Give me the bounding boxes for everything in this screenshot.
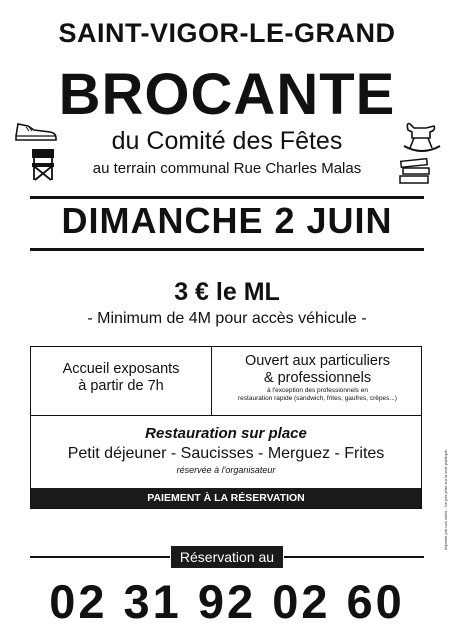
- price: 3 € le ML: [174, 278, 280, 306]
- director-chair-icon: [28, 146, 58, 182]
- event-location: au terrain communal Rue Charles Malas: [92, 160, 362, 177]
- food-title: Restauration sur place: [145, 425, 307, 442]
- book-stack-icon: [398, 158, 432, 186]
- side-legal-note: Imprimé par nos soins - Ne pas jeter sur la voie publique: [443, 450, 448, 551]
- divider-bottom: [30, 248, 424, 251]
- town-name: SAINT-VIGOR-LE-GRAND: [58, 18, 396, 48]
- welcome-line1: Accueil exposants: [62, 361, 180, 377]
- reservation-line-left: [30, 556, 170, 558]
- welcome-line2: à partir de 7h: [78, 378, 164, 394]
- event-date: DIMANCHE 2 JUIN: [61, 200, 393, 241]
- welcome-cell: [31, 361, 211, 395]
- open-note-line2: restauration rapide (sandwich, frites, gaufres, crêpes...): [238, 395, 397, 402]
- info-box: [30, 346, 422, 509]
- open-cell: [212, 353, 423, 403]
- divider-top: [30, 196, 424, 199]
- food-items: Petit déjeuner - Saucisses - Merguez - Frites: [67, 445, 385, 462]
- open-note-line1: à l'exception des professionnels en: [267, 387, 368, 394]
- event-title: BROCANTE: [58, 62, 396, 127]
- open-line2: & professionnels: [263, 370, 372, 386]
- food-cell: [31, 424, 421, 476]
- open-line1: Ouvert aux particuliers: [244, 353, 391, 369]
- reservation-line-right: [284, 556, 424, 558]
- box-divider-horizontal: [31, 415, 421, 416]
- minimum-requirement: - Minimum de 4M pour accès véhicule -: [87, 310, 367, 327]
- event-subtitle: du Comité des Fêtes: [111, 127, 343, 155]
- rocking-horse-icon: [402, 118, 442, 154]
- payment-banner: PAIEMENT À LA RÉSERVATION: [31, 488, 421, 508]
- reservation-label: Réservation au: [171, 546, 283, 568]
- sneaker-icon: [14, 118, 58, 142]
- food-note: réservée à l'organisateur: [176, 465, 276, 475]
- phone-number: 02 31 92 02 60: [49, 575, 405, 628]
